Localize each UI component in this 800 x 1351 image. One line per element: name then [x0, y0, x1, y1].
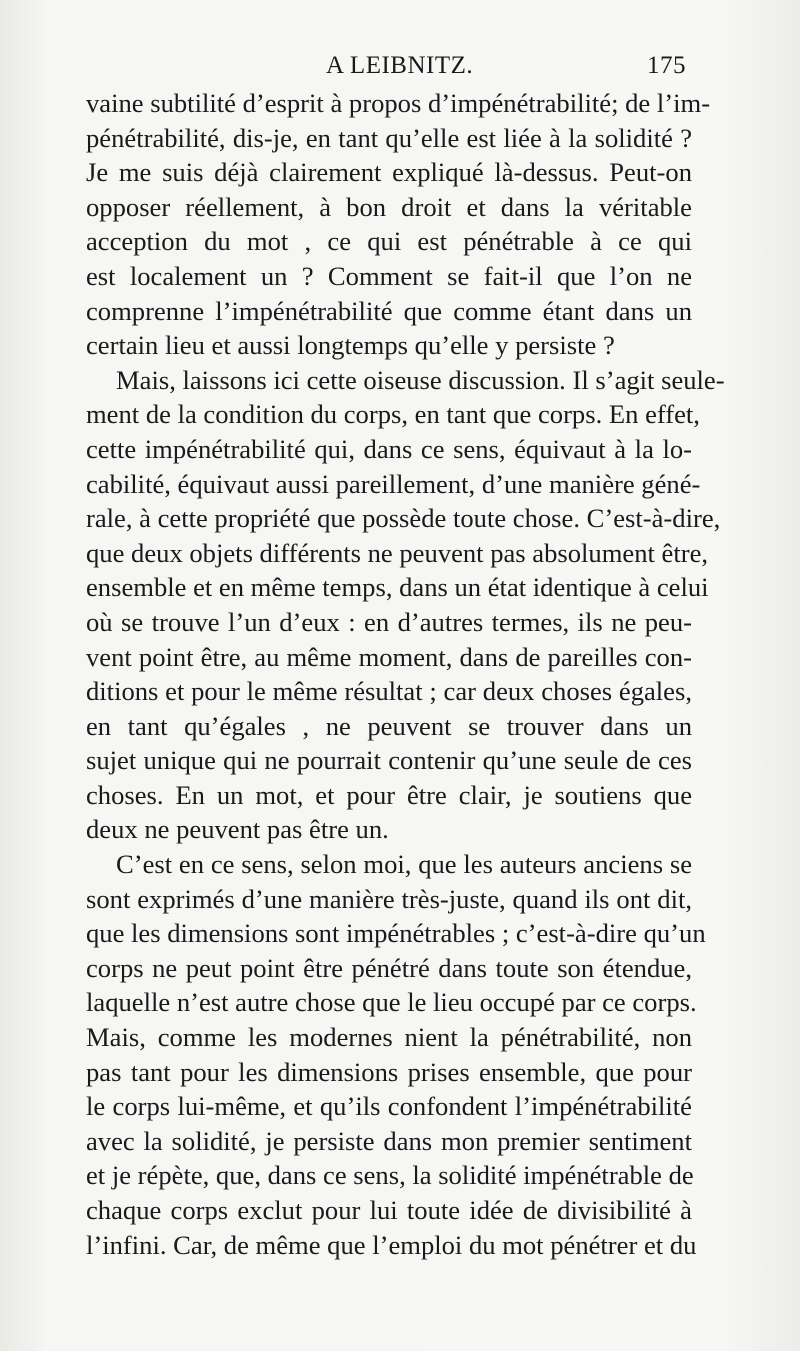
text-line: le corps lui-même, et qu’ils confondent l’impénétrabilité — [86, 1091, 692, 1122]
text-line: chaque corps exclut pour lui toute idée de divisibilité à — [86, 1195, 692, 1225]
text-line: corps ne peut point être pénétré dans toute son étendue, — [86, 952, 692, 983]
text-line: sujet unique qui ne pourrait contenir qu’une seule de ces — [86, 745, 692, 776]
text-line: C’est en ce sens, selon moi, que les auteurs anciens se — [116, 849, 692, 880]
text-line: est localement un ? Comment se fait-il que l’on ne — [86, 260, 692, 291]
running-title: A LEIBNITZ. — [326, 52, 474, 79]
text-line: l’infini. Car, de même que l’emploi du mot pénétrer et du — [86, 1229, 697, 1260]
text-line: vent point être, au même moment, dans de pareilles con- — [86, 641, 692, 672]
text-line: pénétrabilité, dis-je, en tant qu’elle est liée à la solidité ? — [86, 122, 692, 153]
text-line: laquelle n’est autre chose que le lieu occupé par ce corps. — [86, 987, 697, 1018]
text-line: Mais, laissons ici cette oiseuse discussion. Il s’agit seule- — [116, 364, 725, 395]
text-line: deux ne peuvent pas être un. — [86, 814, 389, 845]
text-line: ensemble et en même temps, dans un état identique à celui — [86, 572, 709, 603]
text-line: acception du mot , ce qui est pénétrable à ce qui — [86, 226, 692, 257]
text-line: et je répète, que, dans ce sens, la solidité impénétrable de — [86, 1160, 694, 1191]
text-line: sont exprimés d’une manière très-juste, quand ils ont dit, — [86, 883, 692, 914]
page-number: 175 — [647, 52, 686, 79]
text-line: Je me suis déjà clairement expliqué là-dessus. Peut-on — [86, 157, 692, 188]
text-line: cette impénétrabilité qui, dans ce sens, équivaut à la lo- — [86, 433, 692, 464]
text-line: ment de la condition du corps, en tant que corps. En effet, — [86, 399, 700, 430]
text-line: que les dimensions sont impénétrables ; c’est-à-dire qu’un — [86, 918, 706, 949]
text-line: cabilité, équivaut aussi pareillement, d’une manière géné- — [86, 468, 701, 499]
text-line: Mais, comme les modernes nient la pénétrabilité, non — [86, 1022, 692, 1053]
text-line: choses. En un mot, et pour être clair, je soutiens que — [86, 779, 692, 810]
text-line: comprenne l’impénétrabilité que comme étant dans un — [86, 295, 692, 326]
text-line: avec la solidité, je persiste dans mon premier sentiment — [86, 1125, 692, 1156]
text-line: en tant qu’égales , ne peuvent se trouver dans un — [86, 710, 692, 741]
text-line: ditions et pour le même résultat ; car deux choses égales, — [86, 676, 692, 707]
text-line: opposer réellement, à bon droit et dans la véritable — [86, 191, 692, 222]
text-line: rale, à cette propriété que possède toute chose. C’est-à-dire, — [86, 503, 721, 534]
text-line: certain lieu et aussi longtemps qu’elle y persiste ? — [86, 330, 615, 361]
text-line: vaine subtilité d’esprit à propos d’impénétrabilité; de l’im- — [86, 88, 711, 118]
text-line: pas tant pour les dimensions prises ensemble, que pour — [86, 1056, 692, 1087]
page-body — [86, 86, 725, 1262]
text-line: que deux objets différents ne peuvent pas absolument être, — [86, 537, 709, 568]
text-line: où se trouve l’un d’eux : en d’autres termes, ils ne peu- — [86, 606, 692, 637]
